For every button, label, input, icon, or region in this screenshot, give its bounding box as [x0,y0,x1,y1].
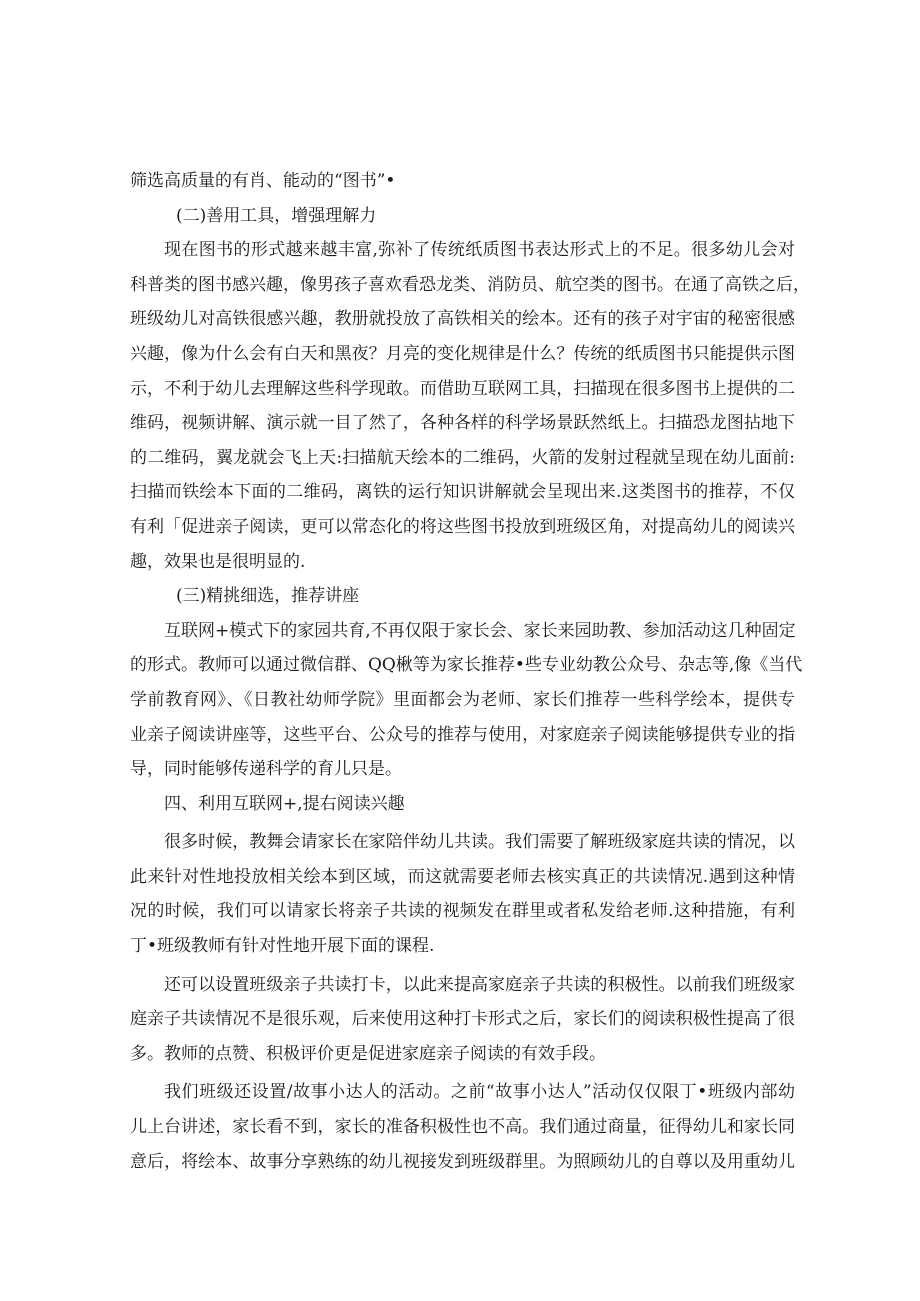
text-line: 的二维码，翼龙就会飞上天:扫描航天绘本的二维码，火箭的发射过程就呈现在幼儿面前: [130,447,795,468]
text-line: 现在图书的形式越来越丰富,弥补了传统纸质图书表达形式上的不足。很多幼儿会对 [164,240,795,261]
text-line: 我们班级还设置/故事小达人的活动。之前“故事小达人”活动仅仅限丁•班级内部幼 [164,1082,795,1103]
text-line: 庭亲子共读情况不是很乐观，后来使用这种打卡形式之后，家长们的阅读积极性提高了很 [130,1009,795,1030]
text-line: 还可以设置班级亲子共读打卡，以此来提高家庭亲子共读的积极性。以前我们班级家 [164,974,795,995]
text-line: 况的时候，我们可以请家长将亲子共读的视频发在群里或者私发给老师.这种措施，有利 [130,901,795,922]
text-line: 互联网+模式下的家园共育,不再仅限于家长会、家长来园助教、参加活动这几种固定 [164,620,796,641]
text-line: 科普类的图书感兴趣，像男孩子喜欢看恐龙类、消防员、航空类的图书。在通了高铁之后， [130,274,810,295]
text-line: 的形式。教师可以通过微信群、QQ楸等为家长推荐•些专业幼教公众号、杂志等,像《当代 [130,655,803,676]
text-line: 维码，视频讲解、演示就一目了然了，各种各样的科学场景跃然纸上。扫描恐龙图拈地下 [130,413,795,434]
text-line: 意后，将绘本、故事分享熟练的幼儿视接发到班级群里。为照顾幼儿的自尊以及用重幼儿 [130,1151,795,1172]
text-line: 趣，效果也是很明显的. [130,551,306,572]
text-line: 丁•班级教师有针对性地开展下面的课程. [130,936,435,957]
text-line: 筛选高质量的有肖、能动的“图书”• [130,171,396,191]
text-line: 扫描而铁绘本下面的二维码，离铁的运行知识讲解就会呈现出来.这类图书的推荐，不仅 [130,482,795,503]
text-line: 示，不利于幼儿去理解这些科学现敢。而借助互联网工具，扫描现在很多图书上提供的二 [130,378,795,399]
text-line: 业亲子阅读讲座等，这些平台、公众号的推荐与使用，对家庭亲子阅读能够提供专业的指 [130,724,795,745]
text-line: 多。教师的点赞、积极评价更是促进家庭亲子阅读的有效手段。 [130,1043,606,1064]
section-heading: (三)精挑细选，推荐讲座 [176,586,360,607]
text-line: 导，同时能够传递科学的育儿只是。 [130,759,402,780]
text-line: 班级幼儿对高铁很感兴趣，教册就投放了高铁相关的绘本。还有的孩子对宇宙的秘密很感 [130,309,795,330]
text-line: 此来针对性地投放相关绘本到区域，而这就需要老师去核实真正的共读情况.遇到这种情 [130,866,795,887]
document-body [130,164,810,1179]
section-heading: 四、利用互联网+,提右阅读兴趣 [164,793,405,814]
text-line: 儿上台讲述，家长看不到，家长的准备积极性也不高。我们通过商量，征得幼儿和家长同 [130,1117,795,1138]
text-line: 兴趣，像为什么会有白天和黑夜？月亮的变化规律是什么？传统的纸质图书只能提供示图 [130,343,795,364]
section-heading: (二)善用工具，增强理解力 [176,205,377,226]
text-line: 很多时候，教舞会请家长在家陪伴幼儿共读。我们需要了解班级家庭共读的情况，以 [164,832,795,853]
text-line: 学前教育网》、《日教社幼师学院》里面都会为老师、家长们推荐一些科学绘本，提供专 [130,689,795,710]
text-line: 有利「促进亲子阅读，更可以常态化的将这些图书投放到班级区角，对提高幼儿的阅读兴 [130,516,795,537]
